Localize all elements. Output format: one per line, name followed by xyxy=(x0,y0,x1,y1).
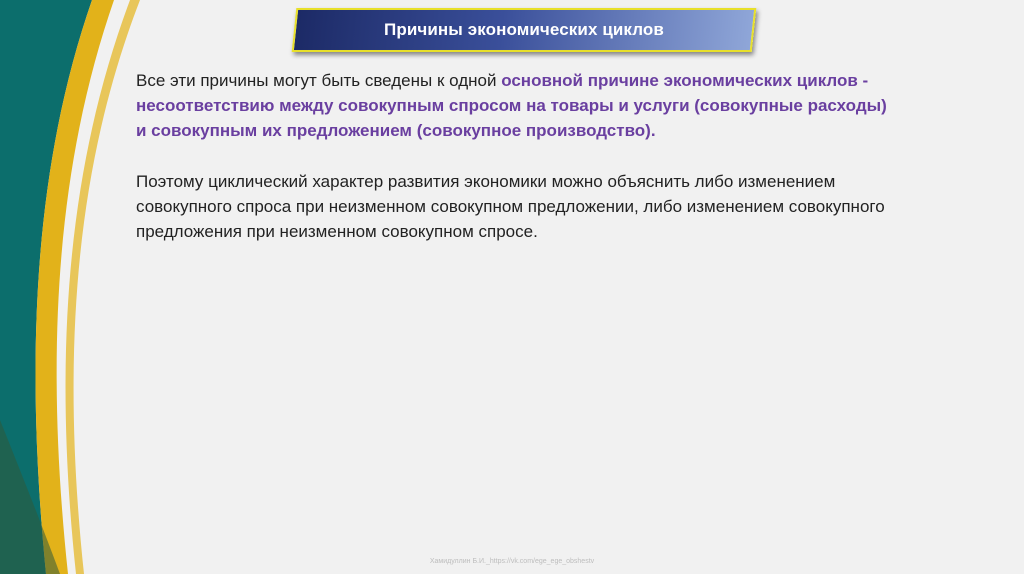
footer-credit: Хамидуллин Б.И._https://vk.com/ege_ege_obshestv xyxy=(429,558,595,565)
paragraph-main-cause xyxy=(136,68,896,143)
highlighted-cause: основной причине экономических циклов - несоответствию между совокупным спросом на товары и услуги (совокупные расходы) и совокупным их предложением (совокупное производство). xyxy=(136,71,887,140)
paragraph-lead: Все эти причины могут быть сведены к одной xyxy=(136,71,502,90)
slide-title: Причины экономических циклов xyxy=(384,20,664,39)
slide-body xyxy=(136,68,896,270)
paragraph-explanation: Поэтому циклический характер развития экономики можно объяснить либо изменением совокупного спроса при неизменном совокупном предложении, либо изменением совокупного предложения при неизменном совокупном спросе. xyxy=(136,172,885,241)
